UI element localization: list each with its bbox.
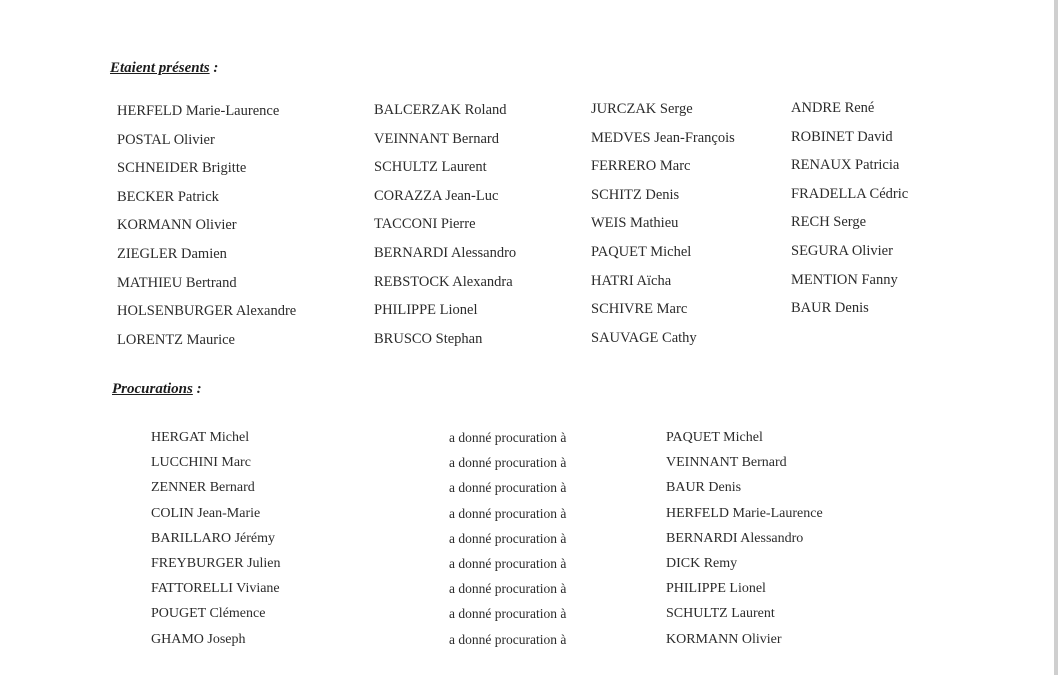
proxy-receiver: PHILIPPE Lionel bbox=[666, 581, 766, 597]
attendee-name: ROBINET David bbox=[791, 128, 893, 145]
proxy-phrase: a donné procuration à bbox=[449, 530, 567, 546]
proxy-row bbox=[0, 478, 1058, 503]
attendee-name: ANDRE René bbox=[791, 100, 875, 116]
attendee-name: BERNARDI Alessandro bbox=[374, 244, 517, 261]
proxies-list bbox=[0, 428, 1058, 655]
proxy-row bbox=[0, 554, 1058, 579]
proxy-phrase: a donné procuration à bbox=[449, 480, 567, 496]
proxy-phrase: a donné procuration à bbox=[449, 455, 567, 471]
proxy-phrase: a donné procuration à bbox=[449, 606, 567, 622]
proxy-giver: FREYBURGER Julien bbox=[151, 555, 281, 571]
proxy-giver: GHAMO Joseph bbox=[151, 631, 246, 647]
proxy-receiver: BERNARDI Alessandro bbox=[666, 530, 804, 546]
present-column-1 bbox=[117, 101, 296, 358]
present-column-2 bbox=[374, 100, 516, 357]
attendee-name: PHILIPPE Lionel bbox=[374, 302, 478, 319]
attendee-name: WEIS Mathieu bbox=[591, 215, 679, 232]
attendee-name: REBSTOCK Alexandra bbox=[374, 273, 513, 290]
attendee-name: SCHITZ Denis bbox=[591, 186, 680, 203]
proxy-giver: POUGET Clémence bbox=[151, 606, 266, 622]
attendee-name: RECH Serge bbox=[791, 214, 867, 231]
attendee-name: TACCONI Pierre bbox=[374, 216, 476, 233]
attendee-name: LORENTZ Maurice bbox=[117, 331, 235, 348]
present-heading bbox=[110, 60, 218, 77]
attendee-name: PAQUET Michel bbox=[591, 243, 692, 260]
attendee-name: FRADELLA Cédric bbox=[791, 185, 909, 202]
proxy-row bbox=[0, 504, 1058, 529]
attendee-name: VEINNANT Bernard bbox=[374, 130, 499, 147]
attendee-name: BALCERZAK Roland bbox=[374, 102, 507, 118]
attendee-name: CORAZZA Jean-Luc bbox=[374, 187, 499, 204]
attendee-name: SEGURA Olivier bbox=[791, 242, 893, 259]
attendee-name: MEDVES Jean-François bbox=[591, 129, 735, 146]
attendee-name: SAUVAGE Cathy bbox=[591, 329, 697, 346]
attendee-name: FERRERO Marc bbox=[591, 158, 691, 175]
attendee-name: ZIEGLER Damien bbox=[117, 245, 227, 262]
proxy-giver: COLIN Jean-Marie bbox=[151, 505, 261, 521]
proxy-receiver: VEINNANT Bernard bbox=[666, 455, 787, 471]
proxy-receiver: BAUR Denis bbox=[666, 480, 742, 496]
proxy-row bbox=[0, 453, 1058, 478]
attendee-name: SCHNEIDER Brigitte bbox=[117, 160, 247, 177]
proxies-heading-suffix: : bbox=[192, 381, 202, 397]
proxies-heading-text: Procurations bbox=[112, 381, 193, 397]
present-column-4 bbox=[791, 98, 908, 327]
proxy-phrase: a donné procuration à bbox=[449, 631, 567, 647]
proxy-receiver: DICK Remy bbox=[666, 555, 738, 571]
proxy-receiver: HERFELD Marie-Laurence bbox=[666, 505, 823, 521]
proxy-receiver: KORMANN Olivier bbox=[666, 631, 782, 647]
attendee-name: SCHULTZ Laurent bbox=[374, 159, 487, 176]
attendee-name: POSTAL Olivier bbox=[117, 131, 215, 148]
proxy-receiver: SCHULTZ Laurent bbox=[666, 606, 775, 622]
attendee-name: KORMANN Olivier bbox=[117, 217, 237, 234]
proxy-giver: BARILLARO Jérémy bbox=[151, 530, 276, 546]
attendee-name: HERFELD Marie-Laurence bbox=[117, 103, 280, 119]
proxy-phrase: a donné procuration à bbox=[449, 581, 567, 597]
proxy-giver: ZENNER Bernard bbox=[151, 480, 255, 496]
present-heading-suffix: : bbox=[209, 60, 219, 76]
attendee-name: BAUR Denis bbox=[791, 300, 869, 317]
attendee-name: MENTION Fanny bbox=[791, 271, 898, 288]
proxy-phrase: a donné procuration à bbox=[449, 430, 567, 445]
proxy-receiver: PAQUET Michel bbox=[666, 430, 763, 445]
proxy-phrase: a donné procuration à bbox=[449, 555, 567, 571]
present-column-3 bbox=[591, 99, 735, 356]
attendee-name: BECKER Patrick bbox=[117, 188, 219, 205]
proxy-row bbox=[0, 604, 1058, 629]
attendee-name: HATRI Aïcha bbox=[591, 272, 672, 289]
attendee-name: RENAUX Patricia bbox=[791, 157, 900, 174]
proxies-heading bbox=[112, 381, 202, 398]
proxy-giver: HERGAT Michel bbox=[151, 430, 250, 445]
proxy-row bbox=[0, 630, 1058, 655]
proxy-phrase: a donné procuration à bbox=[449, 505, 567, 521]
attendee-name: HOLSENBURGER Alexandre bbox=[117, 303, 297, 320]
proxy-giver: FATTORELLI Viviane bbox=[151, 581, 280, 597]
proxy-row bbox=[0, 428, 1058, 453]
attendee-name: SCHIVRE Marc bbox=[591, 301, 688, 318]
attendee-name: MATHIEU Bertrand bbox=[117, 274, 237, 291]
present-heading-text: Etaient présents bbox=[110, 60, 210, 76]
proxy-row bbox=[0, 529, 1058, 554]
proxy-giver: LUCCHINI Marc bbox=[151, 455, 251, 471]
attendee-name: BRUSCO Stephan bbox=[374, 330, 483, 347]
attendee-name: JURCZAK Serge bbox=[591, 101, 693, 117]
proxy-row bbox=[0, 579, 1058, 604]
